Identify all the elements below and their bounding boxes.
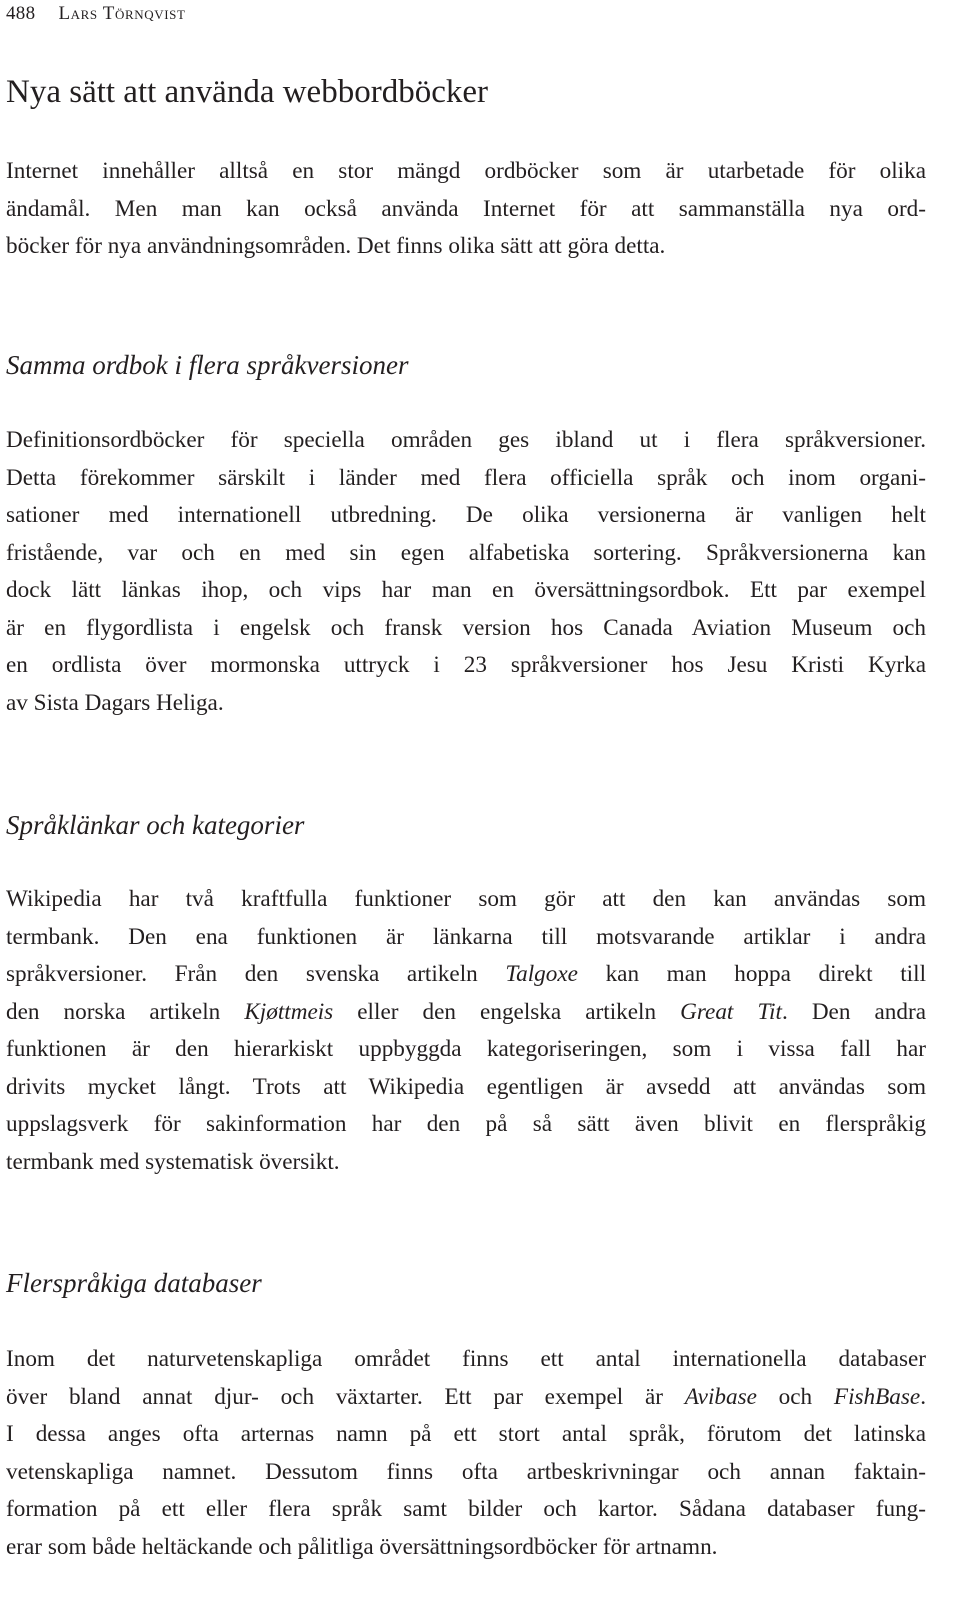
italic-term: FishBase	[833, 1383, 921, 1410]
text-line	[6, 881, 926, 919]
text-line	[6, 1454, 926, 1492]
text-run: över bland annat djur- och växtarter. Ett par exempel är	[6, 1383, 685, 1410]
running-head	[6, 0, 186, 28]
text-run: funktionen är den hierarkiskt uppbyggda kategoriseringen, som i vissa fall har	[6, 1036, 926, 1062]
text-line	[6, 1416, 926, 1454]
page-number: 488	[6, 3, 36, 24]
text-line	[6, 460, 926, 498]
text-run: fristående, var och en med sin egen alfabetiska sortering. Språkversionerna kan	[6, 539, 926, 566]
text-run: dock lätt länkas ihop, och vips har man en översättningsordbok. Ett par exempel	[6, 577, 926, 603]
text-run: uppslagsverk för sakinformation har den på så sätt även blivit en flerspråkig	[6, 1111, 926, 1137]
text-line	[6, 535, 926, 573]
italic-term: Kjøttmeis	[244, 998, 334, 1025]
text-run: I dessa anges ofta arternas namn på ett stort antal språk, förutom det latinska	[6, 1421, 926, 1447]
text-run: termbank. Den ena funktionen är länkarna till motsvarande artiklar i andra	[6, 923, 926, 950]
text-run: erar som både heltäckande och pålitliga översättningsordböcker för artnamn.	[6, 1533, 718, 1560]
text-run: är en flygordlista i engelsk och fransk version hos Canada Aviation Museum och	[6, 614, 926, 641]
italic-term: Avibase	[684, 1383, 757, 1410]
text-line	[6, 956, 926, 994]
text-run: .	[920, 1383, 926, 1410]
text-line	[6, 1031, 926, 1069]
section-heading-flersprakiga: Flerspråkiga databaser	[6, 1268, 262, 1298]
text-run: vetenskapliga namnet. Dessutom finns ofta artbeskrivningar och annan faktain-	[6, 1458, 926, 1485]
paragraph-spraklankar	[6, 881, 926, 1181]
text-run: drivits mycket långt. Trots att Wikipedia egentligen är avsedd att användas som	[6, 1073, 926, 1100]
text-run: eller den engelska artikeln	[333, 998, 681, 1025]
text-run: av Sista Dagars Heliga.	[6, 689, 224, 716]
text-line	[6, 1341, 926, 1379]
text-run: böcker för nya användningsområden. Det finns olika sätt att göra detta.	[6, 233, 666, 259]
text-line	[6, 572, 926, 610]
italic-term: Talgoxe	[505, 961, 578, 987]
text-line	[6, 685, 926, 723]
text-line	[6, 610, 926, 648]
text-run: . Den andra	[781, 998, 926, 1025]
text-run: termbank med systematisk översikt.	[6, 1148, 340, 1175]
text-run: språkversioner. Från den svenska artikeln	[6, 961, 506, 987]
text-run: Definitionsordböcker för speciella områden ges ibland ut i flera språkversioner.	[6, 427, 926, 453]
text-run: ändamål. Men man kan också använda Internet för att sammanställa nya ord-	[6, 195, 926, 222]
text-line	[6, 1379, 926, 1417]
text-line	[6, 1491, 926, 1529]
text-run: en ordlista över mormonska uttryck i 23 språkversioner hos Jesu Kristi Kyrka	[6, 652, 926, 678]
running-head-author: Lars Törnqvist	[58, 3, 186, 24]
text-line	[6, 1069, 926, 1107]
text-run: Detta förekommer särskilt i länder med flera officiella språk och inom organi-	[6, 464, 926, 491]
text-run: kan man hoppa direkt till	[577, 961, 927, 987]
text-run: Internet innehåller alltså en stor mängd ordböcker som är utarbetade för olika	[6, 158, 926, 184]
intro-paragraph	[6, 153, 926, 266]
text-line	[6, 1144, 926, 1182]
text-line	[6, 422, 926, 460]
text-line	[6, 994, 926, 1032]
text-run: formation på ett eller flera språk samt bilder och kartor. Sådana databaser fung-	[6, 1496, 926, 1522]
text-line	[6, 153, 926, 191]
text-run: sationer med internationell utbredning. De olika versionerna är vanligen helt	[6, 502, 926, 528]
chapter-heading: Nya sätt att använda webbordböcker	[6, 74, 488, 110]
text-line	[6, 647, 926, 685]
section-heading-spraklankar: Språklänkar och kategorier	[6, 810, 305, 840]
text-line	[6, 919, 926, 957]
text-line	[6, 191, 926, 229]
text-run: Inom det naturvetenskapliga området finns ett antal internationella databaser	[6, 1346, 926, 1372]
paragraph-samma-ordbok	[6, 422, 926, 722]
text-line	[6, 1529, 926, 1567]
section-heading-samma-ordbok: Samma ordbok i flera språkversioner	[6, 350, 409, 380]
text-line	[6, 1106, 926, 1144]
text-line	[6, 497, 926, 535]
italic-term: Great Tit	[680, 998, 782, 1025]
paragraph-flersprakiga	[6, 1341, 926, 1566]
text-run: och	[756, 1383, 834, 1410]
text-run: Wikipedia har två kraftfulla funktioner som gör att den kan användas som	[6, 886, 926, 912]
text-run: den norska artikeln	[6, 998, 245, 1025]
text-line	[6, 228, 926, 266]
